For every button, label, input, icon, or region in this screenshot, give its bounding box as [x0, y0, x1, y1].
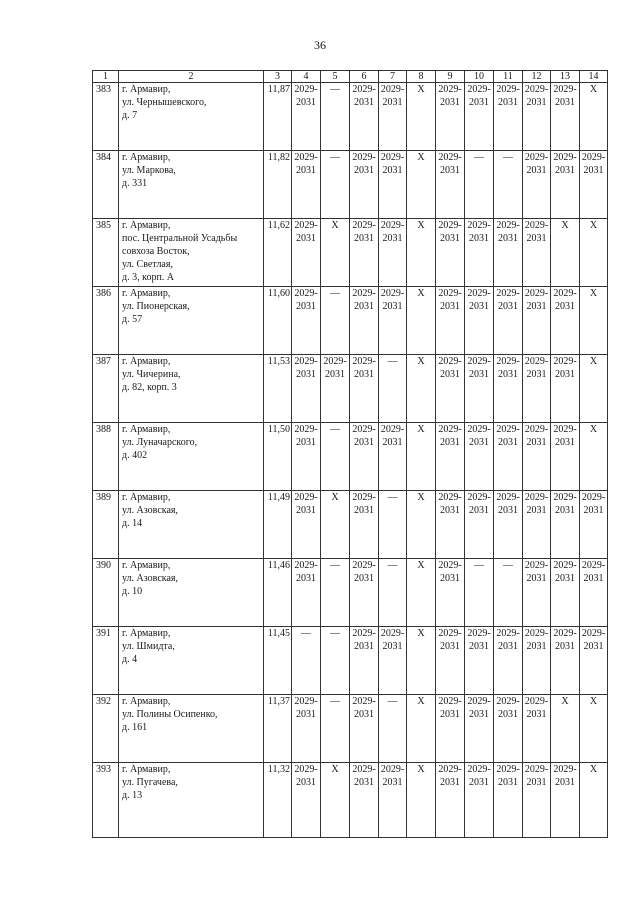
period-cell-col-9: 2029- 2031	[436, 763, 465, 838]
period-cell-col-13: 2029- 2031	[551, 355, 580, 423]
address-cell	[119, 763, 264, 838]
row-number: 392	[93, 695, 119, 763]
period-cell-col-7: 2029- 2031	[379, 151, 407, 219]
period-cell-col-9: 2029- 2031	[436, 695, 465, 763]
period-cell-col-11: —	[494, 151, 523, 219]
period-cell-col-6: 2029- 2031	[350, 219, 379, 287]
address-line: г. Армавир,	[122, 84, 171, 95]
period-cell-col-8: Х	[407, 491, 436, 559]
period-cell-col-10: 2029- 2031	[465, 695, 494, 763]
period-cell-col-13: 2029- 2031	[551, 83, 580, 151]
address-line: г. Армавир,	[122, 288, 171, 299]
period-cell-col-11: 2029- 2031	[494, 83, 523, 151]
period-cell-col-6: 2029- 2031	[350, 151, 379, 219]
period-cell-col-6: 2029- 2031	[350, 763, 379, 838]
period-cell-col-4: 2029- 2031	[292, 491, 321, 559]
period-cell-col-12: 2029- 2031	[523, 151, 551, 219]
period-cell-col-10: 2029- 2031	[465, 83, 494, 151]
period-cell-col-10: —	[465, 559, 494, 627]
period-cell-col-14: 2029- 2031	[580, 491, 608, 559]
period-cell-col-7: —	[379, 695, 407, 763]
period-cell-col-6: 2029- 2031	[350, 83, 379, 151]
address-line: ул. Полины Осипенко,	[122, 709, 218, 720]
period-cell-col-4: 2029- 2031	[292, 151, 321, 219]
value-cell: 11,82	[264, 151, 292, 219]
row-number: 393	[93, 763, 119, 838]
period-cell-col-8: Х	[407, 287, 436, 355]
value-cell: 11,53	[264, 355, 292, 423]
value-cell: 11,46	[264, 559, 292, 627]
address-cell	[119, 83, 264, 151]
period-cell-col-8: Х	[407, 559, 436, 627]
period-cell-col-11: 2029- 2031	[494, 287, 523, 355]
column-header-14: 14	[580, 71, 608, 83]
address-line: ул. Шмидта,	[122, 641, 175, 652]
address-line: д. 3, корп. А	[122, 272, 175, 283]
address-line: г. Армавир,	[122, 424, 171, 435]
address-line: ул. Маркова,	[122, 165, 176, 176]
period-cell-col-13: 2029- 2031	[551, 627, 580, 695]
period-cell-col-4: 2029- 2031	[292, 423, 321, 491]
address-line: д. 13	[122, 790, 143, 801]
period-cell-col-7: 2029- 2031	[379, 83, 407, 151]
column-header-7: 7	[379, 71, 407, 83]
period-cell-col-11: 2029- 2031	[494, 763, 523, 838]
period-cell-col-4: 2029- 2031	[292, 355, 321, 423]
period-cell-col-8: Х	[407, 355, 436, 423]
period-cell-col-8: Х	[407, 695, 436, 763]
address-line: г. Армавир,	[122, 356, 171, 367]
period-cell-col-10: 2029- 2031	[465, 219, 494, 287]
period-cell-col-13: 2029- 2031	[551, 151, 580, 219]
address-line: д. 402	[122, 450, 148, 461]
period-cell-col-13: 2029- 2031	[551, 491, 580, 559]
period-cell-col-13: Х	[551, 695, 580, 763]
period-cell-col-6: 2029- 2031	[350, 627, 379, 695]
period-cell-col-5: —	[321, 151, 350, 219]
value-cell: 11,45	[264, 627, 292, 695]
address-line: ул. Азовская,	[122, 573, 179, 584]
row-number: 384	[93, 151, 119, 219]
address-line: г. Армавир,	[122, 152, 171, 163]
row-number: 385	[93, 219, 119, 287]
address-line: г. Армавир,	[122, 764, 171, 775]
period-cell-col-5: Х	[321, 491, 350, 559]
table-row	[93, 627, 608, 695]
address-line: ул. Пионерская,	[122, 301, 190, 312]
period-cell-col-9: 2029- 2031	[436, 287, 465, 355]
address-cell	[119, 695, 264, 763]
address-cell	[119, 559, 264, 627]
address-line: д. 10	[122, 586, 143, 597]
address-line: г. Армавир,	[122, 628, 171, 639]
period-cell-col-9: 2029- 2031	[436, 423, 465, 491]
column-header-5: 5	[321, 71, 350, 83]
period-cell-col-12: 2029- 2031	[523, 423, 551, 491]
period-cell-col-4: 2029- 2031	[292, 695, 321, 763]
register-table	[92, 70, 608, 838]
table-row	[93, 559, 608, 627]
period-cell-col-6: 2029- 2031	[350, 287, 379, 355]
period-cell-col-8: Х	[407, 83, 436, 151]
address-line: ул. Азовская,	[122, 505, 179, 516]
period-cell-col-12: 2029- 2031	[523, 355, 551, 423]
period-cell-col-12: 2029- 2031	[523, 83, 551, 151]
row-number: 386	[93, 287, 119, 355]
period-cell-col-4: 2029- 2031	[292, 219, 321, 287]
address-line: ул. Светлая,	[122, 259, 173, 270]
period-cell-col-4: 2029- 2031	[292, 83, 321, 151]
address-line: д. 82, корп. 3	[122, 382, 177, 393]
table-row	[93, 763, 608, 838]
address-line: г. Армавир,	[122, 560, 171, 571]
period-cell-col-11: 2029- 2031	[494, 355, 523, 423]
period-cell-col-5: 2029- 2031	[321, 355, 350, 423]
page-number: 36	[314, 38, 326, 52]
period-cell-col-5: —	[321, 695, 350, 763]
period-cell-col-12: 2029- 2031	[523, 491, 551, 559]
period-cell-col-10: 2029- 2031	[465, 287, 494, 355]
value-cell: 11,62	[264, 219, 292, 287]
address-line: ул. Чичерина,	[122, 369, 181, 380]
period-cell-col-11: 2029- 2031	[494, 219, 523, 287]
value-cell: 11,60	[264, 287, 292, 355]
column-header-10: 10	[465, 71, 494, 83]
period-cell-col-7: —	[379, 559, 407, 627]
period-cell-col-12: 2029- 2031	[523, 695, 551, 763]
period-cell-col-14: Х	[580, 83, 608, 151]
column-header-1: 1	[93, 71, 119, 83]
period-cell-col-8: Х	[407, 423, 436, 491]
column-header-3: 3	[264, 71, 292, 83]
address-line: г. Армавир,	[122, 220, 171, 231]
period-cell-col-9: 2029- 2031	[436, 627, 465, 695]
row-number: 383	[93, 83, 119, 151]
period-cell-col-13: 2029- 2031	[551, 423, 580, 491]
table-row	[93, 491, 608, 559]
address-line: г. Армавир,	[122, 492, 171, 503]
address-cell	[119, 355, 264, 423]
period-cell-col-7: 2029- 2031	[379, 287, 407, 355]
period-cell-col-9: 2029- 2031	[436, 219, 465, 287]
period-cell-col-6: 2029- 2031	[350, 355, 379, 423]
period-cell-col-6: 2029- 2031	[350, 423, 379, 491]
period-cell-col-9: 2029- 2031	[436, 151, 465, 219]
column-header-12: 12	[523, 71, 551, 83]
column-header-13: 13	[551, 71, 580, 83]
address-cell	[119, 627, 264, 695]
period-cell-col-14: 2029- 2031	[580, 627, 608, 695]
period-cell-col-12: 2029- 2031	[523, 627, 551, 695]
period-cell-col-8: Х	[407, 151, 436, 219]
table-row	[93, 355, 608, 423]
period-cell-col-9: 2029- 2031	[436, 491, 465, 559]
period-cell-col-9: 2029- 2031	[436, 83, 465, 151]
period-cell-col-12: 2029- 2031	[523, 287, 551, 355]
period-cell-col-6: 2029- 2031	[350, 559, 379, 627]
address-line: д. 14	[122, 518, 143, 529]
column-header-11: 11	[494, 71, 523, 83]
period-cell-col-14: Х	[580, 695, 608, 763]
value-cell: 11,87	[264, 83, 292, 151]
period-cell-col-11: 2029- 2031	[494, 491, 523, 559]
address-line: ул. Чернышевского,	[122, 97, 207, 108]
table-row	[93, 423, 608, 491]
period-cell-col-11: 2029- 2031	[494, 695, 523, 763]
table-row	[93, 151, 608, 219]
address-cell	[119, 287, 264, 355]
period-cell-col-10: 2029- 2031	[465, 763, 494, 838]
period-cell-col-11: 2029- 2031	[494, 423, 523, 491]
address-cell	[119, 491, 264, 559]
table-row	[93, 287, 608, 355]
address-line: совхоза Восток,	[122, 246, 190, 257]
period-cell-col-14: 2029- 2031	[580, 559, 608, 627]
period-cell-col-13: 2029- 2031	[551, 763, 580, 838]
table-row	[93, 219, 608, 287]
period-cell-col-9: 2029- 2031	[436, 355, 465, 423]
period-cell-col-8: Х	[407, 219, 436, 287]
address-line: д. 331	[122, 178, 148, 189]
row-number: 390	[93, 559, 119, 627]
period-cell-col-10: 2029- 2031	[465, 355, 494, 423]
header-row	[93, 71, 608, 83]
address-line: г. Армавир,	[122, 696, 171, 707]
period-cell-col-14: Х	[580, 423, 608, 491]
period-cell-col-12: 2029- 2031	[523, 763, 551, 838]
period-cell-col-13: Х	[551, 219, 580, 287]
period-cell-col-6: 2029- 2031	[350, 695, 379, 763]
period-cell-col-10: 2029- 2031	[465, 491, 494, 559]
period-cell-col-6: 2029- 2031	[350, 491, 379, 559]
period-cell-col-14: Х	[580, 355, 608, 423]
period-cell-col-13: 2029- 2031	[551, 559, 580, 627]
address-line: ул. Луначарского,	[122, 437, 198, 448]
column-header-6: 6	[350, 71, 379, 83]
address-line: д. 7	[122, 110, 138, 121]
period-cell-col-10: 2029- 2031	[465, 627, 494, 695]
period-cell-col-11: —	[494, 559, 523, 627]
period-cell-col-4: —	[292, 627, 321, 695]
period-cell-col-5: Х	[321, 763, 350, 838]
period-cell-col-14: Х	[580, 219, 608, 287]
table-row	[93, 695, 608, 763]
value-cell: 11,49	[264, 491, 292, 559]
table-row	[93, 83, 608, 151]
period-cell-col-4: 2029- 2031	[292, 763, 321, 838]
row-number: 387	[93, 355, 119, 423]
period-cell-col-7: 2029- 2031	[379, 423, 407, 491]
period-cell-col-7: 2029- 2031	[379, 627, 407, 695]
period-cell-col-14: 2029- 2031	[580, 151, 608, 219]
period-cell-col-5: Х	[321, 219, 350, 287]
row-number: 391	[93, 627, 119, 695]
period-cell-col-5: —	[321, 287, 350, 355]
address-line: д. 161	[122, 722, 148, 733]
row-number: 388	[93, 423, 119, 491]
period-cell-col-12: 2029- 2031	[523, 559, 551, 627]
period-cell-col-13: 2029- 2031	[551, 287, 580, 355]
value-cell: 11,37	[264, 695, 292, 763]
period-cell-col-11: 2029- 2031	[494, 627, 523, 695]
address-line: д. 57	[122, 314, 143, 325]
period-cell-col-14: Х	[580, 287, 608, 355]
period-cell-col-8: Х	[407, 627, 436, 695]
address-cell	[119, 151, 264, 219]
period-cell-col-4: 2029- 2031	[292, 559, 321, 627]
column-header-8: 8	[407, 71, 436, 83]
period-cell-col-5: —	[321, 83, 350, 151]
period-cell-col-7: 2029- 2031	[379, 219, 407, 287]
period-cell-col-7: —	[379, 491, 407, 559]
period-cell-col-5: —	[321, 559, 350, 627]
period-cell-col-5: —	[321, 627, 350, 695]
column-header-9: 9	[436, 71, 465, 83]
address-line: д. 4	[122, 654, 138, 665]
period-cell-col-9: 2029- 2031	[436, 559, 465, 627]
address-cell	[119, 219, 264, 287]
period-cell-col-8: Х	[407, 763, 436, 838]
column-header-2: 2	[119, 71, 264, 83]
period-cell-col-12: 2029- 2031	[523, 219, 551, 287]
period-cell-col-10: 2029- 2031	[465, 423, 494, 491]
period-cell-col-4: 2029- 2031	[292, 287, 321, 355]
row-number: 389	[93, 491, 119, 559]
address-line: ул. Пугачева,	[122, 777, 178, 788]
period-cell-col-7: 2029- 2031	[379, 763, 407, 838]
period-cell-col-10: —	[465, 151, 494, 219]
period-cell-col-5: —	[321, 423, 350, 491]
value-cell: 11,50	[264, 423, 292, 491]
column-header-4: 4	[292, 71, 321, 83]
period-cell-col-14: Х	[580, 763, 608, 838]
value-cell: 11,32	[264, 763, 292, 838]
period-cell-col-7: —	[379, 355, 407, 423]
address-line: пос. Центральной Усадьбы	[122, 233, 238, 244]
address-cell	[119, 423, 264, 491]
